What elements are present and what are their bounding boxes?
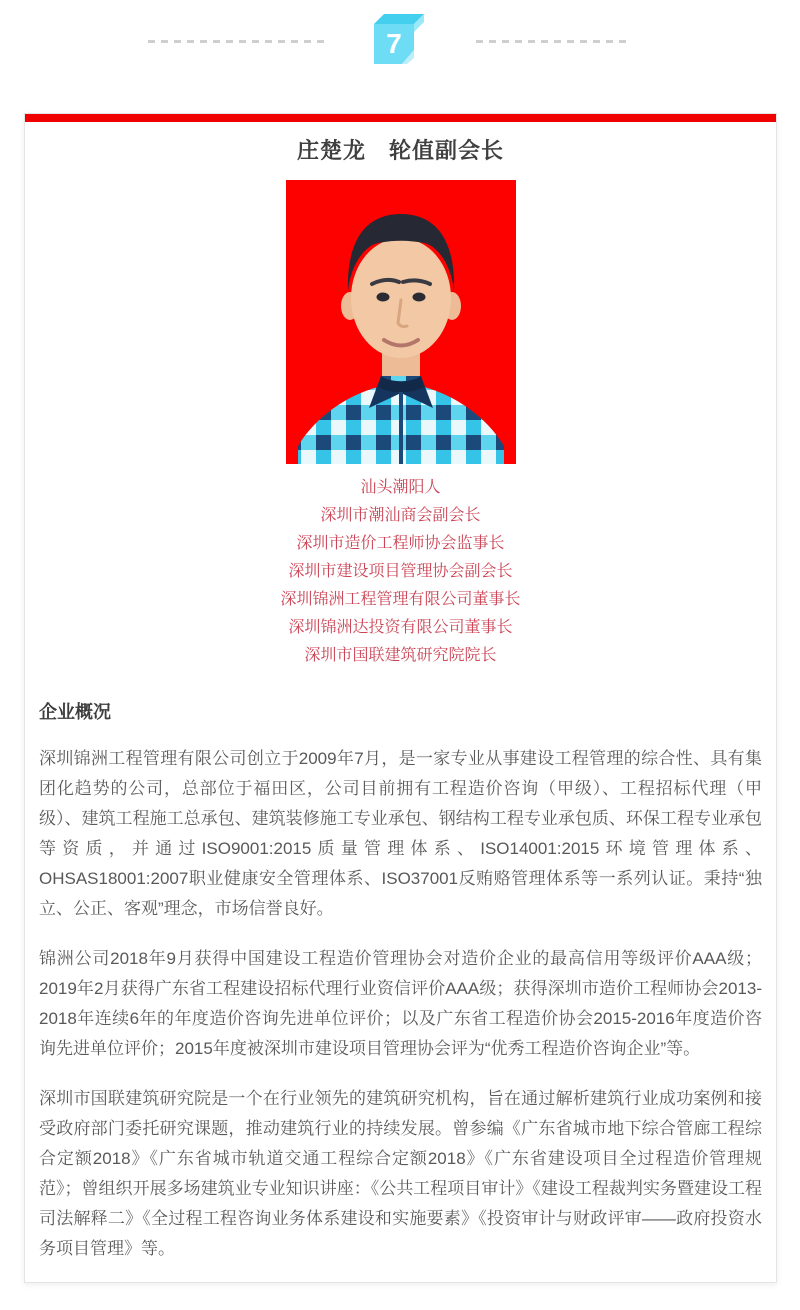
photo-row — [25, 180, 776, 464]
person-title: 庄楚龙 轮值副会长 — [296, 138, 504, 163]
dashed-line-left — [148, 40, 330, 43]
profile-card — [24, 113, 777, 1283]
portrait-photo — [286, 180, 516, 464]
company-paragraph-3: 深圳市国联建筑研究院是一个在行业领先的建筑研究机构，旨在通过解析建筑行业成功案例和接受政府部门委托研究课题，推动建筑行业的持续发展。曾参编《广东省城市地下综合管廊工程综合定额2018》《广东省城市轨道交通工程综合定额2018》《广东省建设项目全过程造价管理规范》；曾组织开展多场建筑业专业知识讲座：《公共工程项目审计》《建设工程裁判实务暨建设工程司法解释二》《全过程工程咨询业务体系建设和实施要素》《投资审计与财政评审——政府投资水务项目管理》等。 — [39, 1089, 762, 1258]
title-line: 深圳市潮汕商会副会长 — [320, 507, 481, 524]
titles-list — [25, 474, 776, 670]
title-line: 深圳市造价工程师协会监事长 — [296, 535, 505, 552]
portrait-illustration — [286, 180, 516, 464]
red-accent-bar — [25, 114, 776, 122]
company-paragraph-1: 深圳锦洲工程管理有限公司创立于2009年7月，是一家专业从事建设工程管理的综合性、具有集团化趋势的公司，总部位于福田区，公司目前拥有工程造价咨询（甲级）、工程招标代理（甲级）、建筑工程施工总承包、建筑装修施工专业承包、钢结构工程专业承包质、环保工程专业承包等资质，并通过ISO9001:2015质量管理体系、ISO14001:2015环境管理体系、OHSAS18001:2007职业健康安全管理体系、ISO37001反贿赂管理体系等一系列认证。秉持“独立、公正、客观”理念，市场信誉良好。 — [39, 749, 762, 918]
section-header — [0, 0, 800, 113]
title-line: 深圳市建设项目管理协会副会长 — [288, 563, 513, 580]
title-line: 深圳市国联建筑研究院院长 — [304, 647, 497, 664]
title-line: 汕头潮阳人 — [360, 479, 441, 496]
section-number: 7 — [386, 28, 402, 59]
dashed-line-right — [476, 40, 626, 43]
title-line: 深圳锦洲工程管理有限公司董事长 — [280, 591, 521, 608]
title-line: 深圳锦洲达投资有限公司董事长 — [288, 619, 513, 636]
company-overview-heading: 企业概况 — [39, 702, 111, 722]
section-number-cube — [366, 12, 424, 66]
company-paragraph-2: 锦洲公司2018年9月获得中国建设工程造价管理协会对造价企业的最高信用等级评价AAA级；2019年2月获得广东省工程建设招标代理行业资信评价AAA级；获得深圳市造价工程师协会2013-2018年连续6年的年度造价咨询先进单位评价；以及广东省工程造价协会2015-2016年度造价咨询先进单位评价；2015年度被深圳市建设项目管理协会评为“优秀工程造价咨询企业”等。 — [39, 949, 762, 1058]
